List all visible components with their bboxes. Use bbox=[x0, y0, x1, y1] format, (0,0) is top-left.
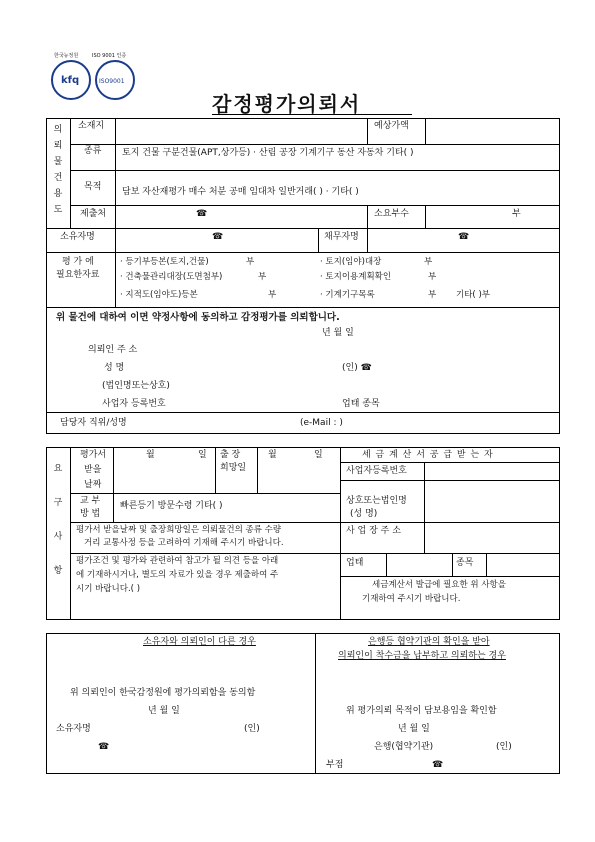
tax-item-label: 종목 bbox=[456, 558, 474, 568]
debtor-phone-icon: ☎ bbox=[458, 232, 470, 242]
logo-label-right: ISO 9001 인증 bbox=[92, 53, 127, 59]
delivery-method-label-2: 방 법 bbox=[80, 509, 101, 519]
doc-item-5-unit: 부 bbox=[268, 290, 277, 300]
left-owner-label: 소유자명 bbox=[56, 724, 91, 734]
delivery-method-options: 빠른등기 방문수령 기타( ) bbox=[120, 501, 223, 511]
doc-item-2: · 토지(임야)대장 bbox=[320, 257, 382, 267]
visit-day: 일 bbox=[314, 450, 323, 460]
client-name-label: 성 명 bbox=[104, 363, 125, 373]
receive-date-label-3: 날짜 bbox=[84, 480, 102, 490]
kind-options: 토지 건물 구분건물(APT,상가등) · 산림 공장 기계기구 동산 자동차 기타( ) bbox=[122, 148, 414, 158]
doc-item-3: · 건축물관리대장(도면첨부) bbox=[120, 272, 223, 282]
submit-phone-icon: ☎ bbox=[196, 209, 208, 219]
client-seal: (인) ☎ bbox=[342, 363, 372, 373]
location-label: 소재지 bbox=[78, 121, 105, 131]
side-label-1: 의 뢰 물 건 용 도 bbox=[53, 125, 63, 215]
iso-logo-text: ISO9001 bbox=[99, 78, 125, 85]
right-head-2: 의뢰인이 착수금을 납부하고 의뢰하는 경우 bbox=[338, 651, 506, 661]
tax-corp-label-1: 상호또는법인명 bbox=[346, 496, 407, 506]
client-bizno-label: 사업자 등록번호 bbox=[102, 399, 166, 409]
staff-label: 담당자 직위/성명 bbox=[60, 418, 127, 428]
right-bank-label: 은행(협약기관) bbox=[374, 742, 434, 752]
staff-email: (e-Mail : ) bbox=[300, 418, 343, 428]
delivery-method-label-1: 교 부 bbox=[80, 496, 101, 506]
conditions-note-3: 시기 바랍니다.( ) bbox=[76, 584, 141, 594]
tax-addr-label: 사 업 장 주 소 bbox=[346, 526, 401, 536]
left-seal: (인) bbox=[244, 724, 260, 734]
right-seal: (인) bbox=[496, 742, 512, 752]
left-phone-icon: ☎ bbox=[98, 742, 110, 752]
client-address-label: 의뢰인 주 소 bbox=[88, 345, 138, 355]
client-corp-label: (법인명또는상호) bbox=[102, 381, 170, 391]
submit-to-label: 제출처 bbox=[80, 209, 107, 219]
doc-item-1: · 등기부등본(토지,건물) bbox=[120, 257, 209, 267]
visit-date-label-1: 출 장 bbox=[220, 450, 241, 460]
date-note-2: 거리 교통사정 등을 고려하여 기재해 주시기 바랍니다. bbox=[84, 538, 284, 548]
visit-month: 월 bbox=[268, 450, 277, 460]
left-date: 년 월 일 bbox=[148, 706, 180, 716]
estimate-label: 예상가액 bbox=[374, 121, 409, 131]
receive-month: 월 bbox=[146, 450, 155, 460]
tax-note-2: 기재하여 주시기 바랍니다. bbox=[362, 594, 461, 604]
docs-label-1: 평 가 에 bbox=[62, 257, 94, 267]
date-note-1: 평가서 받을날짜 및 출장희망일은 의뢰물건의 종류 수량 bbox=[76, 525, 282, 535]
right-head-1: 은행등 협약기관의 확인을 받아 bbox=[368, 637, 490, 647]
right-branch-label: 부점 bbox=[326, 760, 344, 770]
doc-item-7: 기타( )부 bbox=[456, 290, 490, 300]
copies-unit: 부 bbox=[512, 209, 521, 219]
kfq-logo bbox=[51, 60, 91, 100]
doc-item-5: · 지적도(임야도)등본 bbox=[120, 290, 198, 300]
owner-phone-icon: ☎ bbox=[212, 232, 224, 242]
agree-statement: 위 물건에 대하여 이면 약정사항에 동의하고 감정평가를 의뢰합니다. bbox=[56, 312, 340, 323]
purpose-options: 담보 자산재평가 매수 처분 공매 임대차 일반거래( ) · 기타( ) bbox=[122, 187, 359, 197]
doc-item-3-unit: 부 bbox=[258, 272, 267, 282]
owner-label: 소유자명 bbox=[60, 232, 95, 242]
doc-item-2-unit: 부 bbox=[424, 257, 433, 267]
doc-item-6-unit: 부 bbox=[428, 290, 437, 300]
tax-type-label: 업태 bbox=[346, 558, 364, 568]
tax-title: 세 금 계 산 서 공 급 받 는 자 bbox=[362, 450, 494, 460]
left-head: 소유자와 의뢰인이 다른 경우 bbox=[143, 637, 256, 647]
kfq-logo-text: kfq bbox=[61, 75, 80, 86]
title-underline bbox=[212, 114, 412, 115]
client-biztype-label: 업태 종목 bbox=[342, 399, 380, 409]
docs-label-2: 필요한자료 bbox=[56, 270, 100, 280]
right-date: 년 월 일 bbox=[398, 724, 430, 734]
logo-label-left: 한국능정원 bbox=[54, 53, 79, 59]
kind-label: 종류 bbox=[84, 146, 102, 156]
left-consent: 위 의뢰인이 한국감정원에 평가의뢰함을 동의함 bbox=[70, 688, 256, 698]
tax-corp-label-2: (성 명) bbox=[350, 509, 378, 519]
side-label-2: 요 구 사 항 bbox=[53, 464, 63, 576]
purpose-label: 목적 bbox=[84, 182, 102, 192]
iso-logo bbox=[95, 60, 135, 100]
debtor-label: 채무자명 bbox=[324, 232, 359, 242]
conditions-note-2: 에 기재하시거나, 별도의 자료가 있을 경우 제출하여 주 bbox=[76, 570, 279, 580]
right-phone-icon: ☎ bbox=[432, 760, 444, 770]
doc-item-4: · 토지이용계획확인 bbox=[320, 272, 392, 282]
receive-date-label-2: 받을 bbox=[84, 465, 102, 475]
right-confirm: 위 평가의뢰 목적이 담보용임을 확인함 bbox=[346, 706, 497, 716]
receive-date-label-1: 평가서 bbox=[80, 450, 107, 460]
copies-label: 소요부수 bbox=[374, 209, 409, 219]
doc-item-6: · 기계기구목록 bbox=[320, 290, 375, 300]
conditions-note-1: 평가조건 및 평가와 관련하여 참고가 될 의견 등을 아래 bbox=[76, 556, 279, 566]
agree-date: 년 월 일 bbox=[322, 328, 354, 338]
page-title: 감정평가의뢰서 bbox=[212, 92, 362, 116]
tax-bizno-label: 사업자등록번호 bbox=[346, 466, 407, 476]
receive-day: 일 bbox=[198, 450, 207, 460]
tax-note-1: 세금계산서 발급에 필요한 위 사항을 bbox=[372, 580, 506, 590]
doc-item-4-unit: 부 bbox=[428, 272, 437, 282]
visit-date-label-2: 희망일 bbox=[220, 463, 247, 473]
doc-item-1-unit: 부 bbox=[246, 257, 255, 267]
